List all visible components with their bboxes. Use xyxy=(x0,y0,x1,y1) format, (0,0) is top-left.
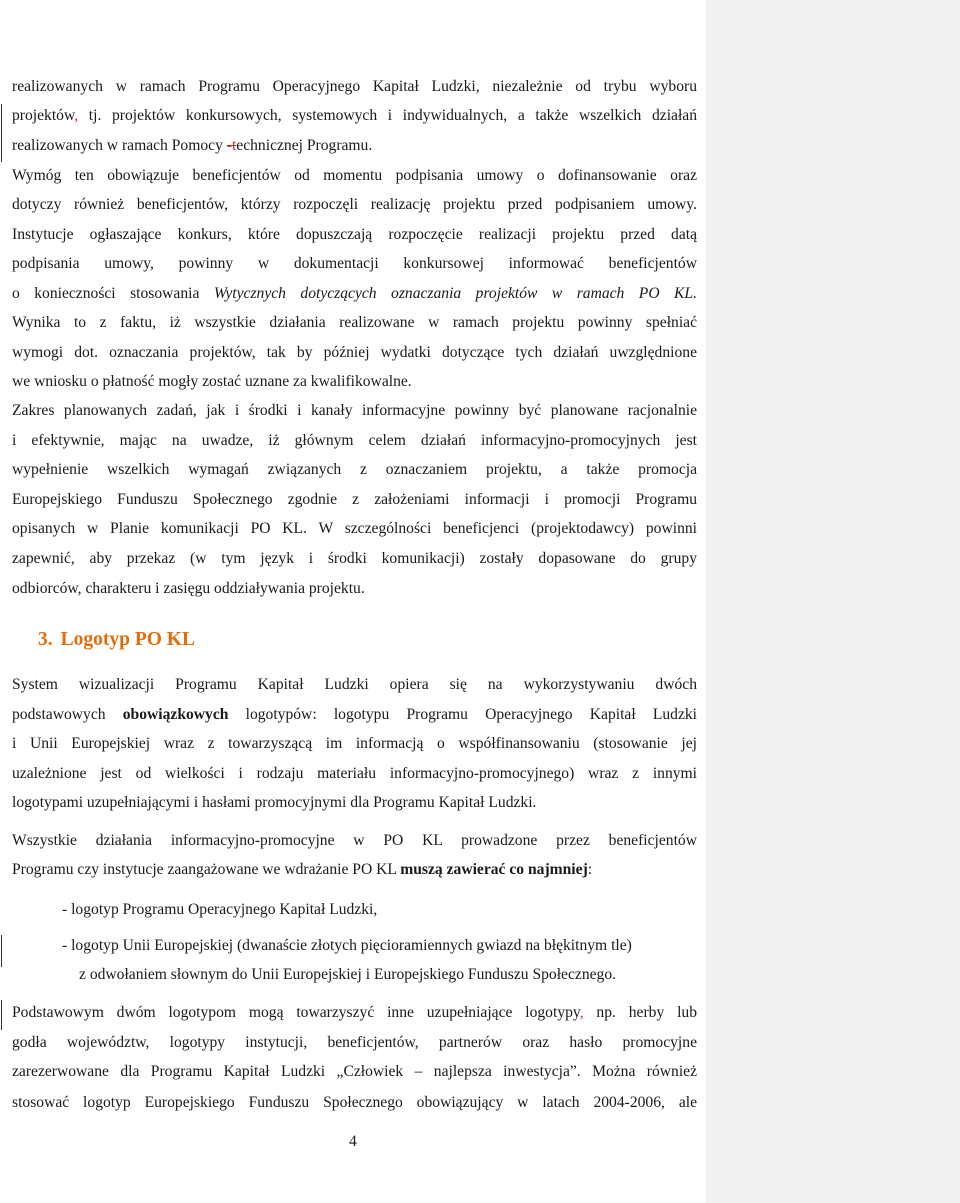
paragraph-line: opisanych w Planie komunikacji PO KL. W szczególności beneficjenci (projektodawcy) powinni xyxy=(12,520,697,537)
text-run: : xyxy=(587,861,593,878)
paragraph-line: wymogi dot. oznaczania projektów, tak by później wydatki dotyczące tych działań uwzględnione xyxy=(12,344,697,361)
paragraph-line xyxy=(12,105,697,127)
paragraph-line: System wizualizacji Programu Kapitał Ludzki opiera się na wykorzystywaniu dwóch xyxy=(12,676,697,693)
paragraph-line: Zakres planowanych zadań, jak i środki i kanały informacyjne powinny być planowane racjonalnie xyxy=(12,402,697,419)
text-run: echnicznej Programu. xyxy=(236,137,373,154)
text-run: Podstawowym dwóm logotypom mogą towarzyszyć inne uzupełniające logotypy xyxy=(12,1004,580,1021)
paragraph-line: Wszystkie działania informacyjno-promocyjne w PO KL prowadzone przez beneficjentów xyxy=(12,832,697,849)
paragraph-line: stosować logotyp Europejskiego Funduszu Społecznego obowiązujący w latach 2004-2006, ale xyxy=(12,1094,697,1111)
tracked-deletion: -t xyxy=(226,137,237,154)
page-number: 4 xyxy=(349,1133,357,1150)
paragraph-line: Instytucje ogłaszające konkurs, które dopuszczają rozpoczęcie realizacji projektu przed datą xyxy=(12,226,697,243)
paragraph-line: logotypami uzupełniającymi i hasłami promocyjnymi dla Programu Kapitał Ludzki. xyxy=(12,794,537,811)
paragraph-line: we wniosku o płatność mogły zostać uznane za kwalifikowalne. xyxy=(12,373,412,390)
text-run: podstawowych xyxy=(12,706,123,723)
paragraph-line xyxy=(12,1002,697,1024)
paragraph-line: godła województw, logotypy instytucji, beneficjentów, partnerów oraz hasło promocyjne xyxy=(12,1034,697,1051)
paragraph-line: realizowanych w ramach Programu Operacyjnego Kapitał Ludzki, niezależnie od trybu wyboru xyxy=(12,78,697,95)
paragraph-line: odbiorców, charakteru i zasięgu oddziaływania projektu. xyxy=(12,580,365,597)
paragraph-line: dotyczy również beneficjentów, którzy rozpoczęli realizację projektu przed podpisaniem umowy. xyxy=(12,196,697,213)
text-run: projektów xyxy=(12,107,75,124)
paragraph-line xyxy=(12,283,697,305)
revision-change-bar xyxy=(1,104,2,162)
text-run: logotypów: logotypu Programu Operacyjnego Kapitał Ludzki xyxy=(228,706,697,723)
tracked-insertion: , xyxy=(74,107,79,124)
paragraph-line: zapewnić, aby przekaz (w tym język i środki komunikacji) zostały dopasowane do grupy xyxy=(12,550,697,567)
text-run: np. herby lub xyxy=(583,1004,697,1021)
paragraph-line: Wymóg ten obowiązuje beneficjentów od momentu podpisania umowy o dofinansowanie oraz xyxy=(12,167,697,184)
bold-emphasis: muszą zawierać co najmniej xyxy=(400,861,588,878)
paragraph-line: i Unii Europejskiej wraz z towarzyszącą im informacją o współfinansowaniu (stosowanie jej xyxy=(12,735,697,752)
section-number: 3. xyxy=(38,629,53,650)
section-title: Logotyp PO KL xyxy=(60,629,195,650)
bold-emphasis: obowiązkowych xyxy=(122,706,229,723)
revision-change-bar xyxy=(1,935,2,967)
paragraph-line: Wynika to z faktu, iż wszystkie działania realizowane w ramach projektu powinny spełniać xyxy=(12,314,697,331)
paragraph-line: Europejskiego Funduszu Społecznego zgodnie z założeniami informacji i promocji Programu xyxy=(12,491,697,508)
section-heading xyxy=(38,627,195,653)
list-item-continuation: z odwołaniem słownym do Unii Europejskiej i Europejskiego Funduszu Społecznego. xyxy=(79,966,617,983)
paragraph-line: zarezerwowane dla Programu Kapitał Ludzki „Człowiek – najlepsza inwestycja”. Można również xyxy=(12,1063,697,1080)
paragraph-line xyxy=(12,704,697,726)
comments-margin-panel xyxy=(706,0,960,1203)
paragraph-line xyxy=(12,135,697,157)
revision-change-bar xyxy=(1,1000,2,1030)
document-title-reference: Wytycznych dotyczących oznaczania projektów w ramach PO KL. xyxy=(213,285,697,302)
paragraph-line: podpisania umowy, powinny w dokumentacji konkursowej informować beneficjentów xyxy=(12,255,697,272)
text-run: tj. projektów konkursowych, systemowych i indywidualnych, a także wszelkich działań xyxy=(78,107,697,124)
text-run: o konieczności stosowania xyxy=(12,285,214,302)
paragraph-line: wypełnienie wszelkich wymagań związanych z oznaczaniem projektu, a także promocja xyxy=(12,461,697,478)
paragraph-line: i efektywnie, mając na uwadze, iż głównym celem działań informacyjno-promocyjnych jest xyxy=(12,432,697,449)
tracked-insertion: , xyxy=(579,1004,584,1021)
paragraph-line: uzależnione jest od wielkości i rodzaju materiału informacyjno-promocyjnego) wraz z innymi xyxy=(12,765,697,782)
list-item: - logotyp Unii Europejskiej (dwanaście złotych pięcioramiennych gwiazd na błękitnym tle) xyxy=(62,937,632,954)
paragraph-line xyxy=(12,859,697,881)
text-run: realizowanych w ramach Pomocy xyxy=(12,137,227,154)
text-run: Programu czy instytucje zaangażowane we wdrażanie PO KL xyxy=(12,861,401,878)
list-item: - logotyp Programu Operacyjnego Kapitał Ludzki, xyxy=(62,901,378,918)
